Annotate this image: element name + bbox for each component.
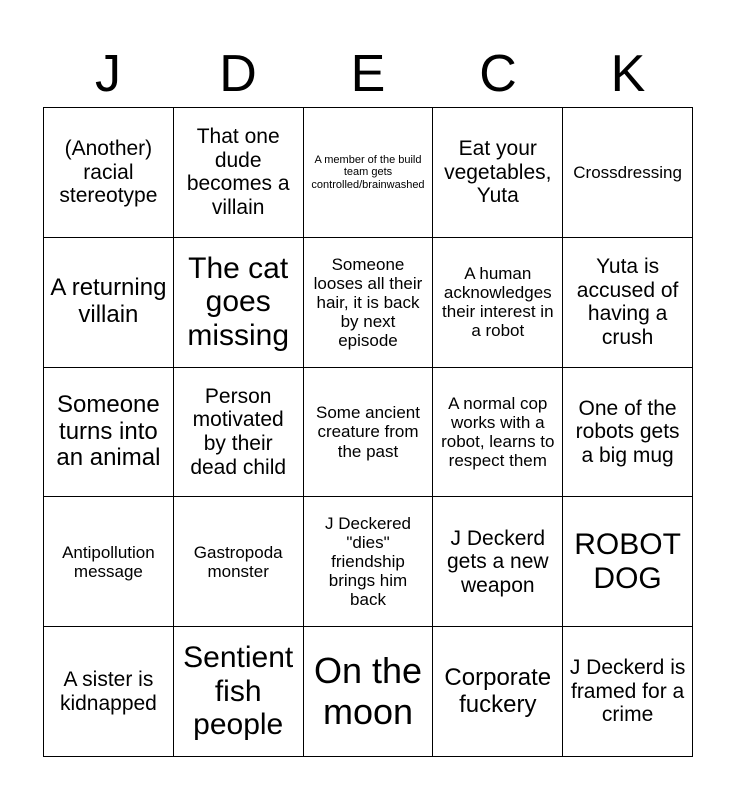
- bingo-cell-r4-c3[interactable]: J Deckered "dies" friendship brings him back: [304, 497, 434, 627]
- bingo-cell-r2-c5[interactable]: Yuta is accused of having a crush: [563, 238, 693, 368]
- bingo-cell-r3-c4[interactable]: A normal cop works with a robot, learns to respect them: [433, 368, 563, 498]
- bingo-cell-r2-c3[interactable]: Someone looses all their hair, it is back by next episode: [304, 238, 434, 368]
- bingo-header: [43, 40, 693, 108]
- bingo-cell-r1-c3[interactable]: A member of the build team gets controlled/brainwashed: [304, 108, 434, 238]
- bingo-cell-r2-c2[interactable]: The cat goes missing: [174, 238, 304, 368]
- bingo-cell-r1-c1[interactable]: (Another) racial stereotype: [44, 108, 174, 238]
- bingo-cell-r1-c2[interactable]: That one dude becomes a villain: [174, 108, 304, 238]
- bingo-cell-r2-c1[interactable]: A returning villain: [44, 238, 174, 368]
- bingo-cell-r1-c4[interactable]: Eat your vegetables, Yuta: [433, 108, 563, 238]
- bingo-cell-r5-c2[interactable]: Sentient fish people: [174, 627, 304, 757]
- bingo-cell-r5-c5[interactable]: J Deckerd is framed for a crime: [563, 627, 693, 757]
- header-letter-e: E: [350, 45, 386, 103]
- bingo-cell-r3-c3[interactable]: Some ancient creature from the past: [304, 368, 434, 498]
- bingo-cell-r4-c2[interactable]: Gastropoda monster: [174, 497, 304, 627]
- bingo-cell-r4-c5[interactable]: ROBOT DOG: [563, 497, 693, 627]
- header-letter-c: C: [479, 45, 517, 103]
- bingo-cell-r4-c4[interactable]: J Deckerd gets a new weapon: [433, 497, 563, 627]
- bingo-cell-r3-c2[interactable]: Person motivated by their dead child: [174, 368, 304, 498]
- bingo-cell-r5-c1[interactable]: A sister is kidnapped: [44, 627, 174, 757]
- header-letter-d: D: [219, 45, 257, 103]
- bingo-cell-r2-c4[interactable]: A human acknowledges their interest in a robot: [433, 238, 563, 368]
- bingo-cell-r1-c5[interactable]: Crossdressing: [563, 108, 693, 238]
- bingo-cell-r4-c1[interactable]: Antipollution message: [44, 497, 174, 627]
- bingo-grid: [43, 107, 693, 757]
- bingo-cell-r5-c3[interactable]: On the moon: [304, 627, 434, 757]
- bingo-cell-r5-c4[interactable]: Corporate fuckery: [433, 627, 563, 757]
- header-letter-j: J: [95, 45, 121, 103]
- bingo-cell-r3-c5[interactable]: One of the robots gets a big mug: [563, 368, 693, 498]
- bingo-cell-r3-c1[interactable]: Someone turns into an animal: [44, 368, 174, 498]
- header-letter-k: K: [610, 45, 646, 103]
